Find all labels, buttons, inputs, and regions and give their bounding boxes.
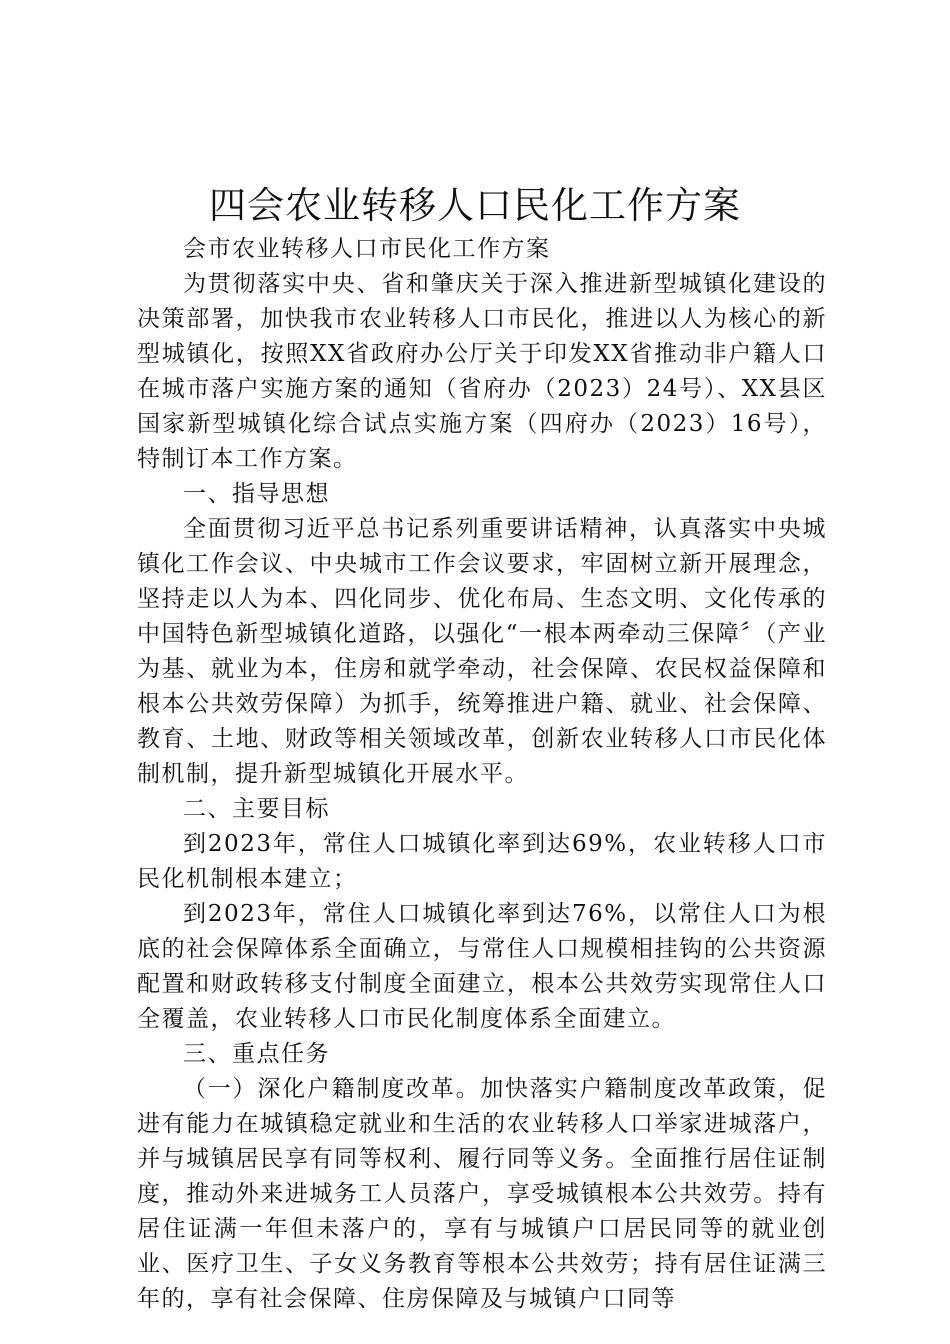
- paragraph-guiding-ideology: 全面贯彻习近平总书记系列重要讲话精神，认真落实中央城镇化工作会议、中央城市工作会议要求，牢固树立新开展理念，坚持走以人为本、四化同步、优化布局、生态文明、文化传承的中国特色新型城镇化道路，以强化“一根本两牵动三保障〞（产业为基、就业为本，住房和就学牵动，社会保障、农民权益保障和根本公共效劳保障）为抓手，统筹推进户籍、就业、社会保障、教育、土地、财政等相关领域改革，创新农业转移人口市民化体制机制，提升新型城镇化开展水平。: [137, 516, 827, 787]
- paragraph-task-1: （一）深化户籍制度改革。加快落实户籍制度改革政策，促进有能力在城镇稳定就业和生活的农业转移人口举家进城落户，并与城镇居民享有同等权利、履行同等义务。全面推行居住证制度，推动外来进城务工人员落户，享受城镇根本公共效劳。持有居住证满一年但未落户的，享有与城镇户口居民同等的就业创业、医疗卫生、子女义务教育等根本公共效劳；持有居住证满三年的，享有社会保障、住房保障及与城镇户口同等: [137, 1076, 827, 1312]
- paragraph-goal-1: 到2023年，常住人口城镇化率到达69%，农业转移人口市民化机制根本建立；: [137, 831, 827, 892]
- document-body: [137, 232, 827, 1317]
- paragraph-goal-2: 到2023年，常住人口城镇化率到达76%，以常住人口为根底的社会保障体系全面确立，与常住人口规模相挂钩的公共资源配置和财政转移支付制度全面建立，根本公共效劳实现常住人口全覆盖，农业转移人口市民化制度体系全面建立。: [137, 901, 827, 1032]
- document-title: 四会农业转移人口民化工作方案: [209, 184, 741, 227]
- paragraph-subtitle: 会市农业转移人口市民化工作方案: [183, 236, 551, 262]
- paragraph-intro: 为贯彻落实中央、省和肇庆关于深入推进新型城镇化建设的决策部署，加快我市农业转移人口市民化，推进以人为核心的新型城镇化，按照XX省政府办公厅关于印发XX省推动非户籍人口在城市落户实施方案的通知（省府办（2023）24号）、XX县区国家新型城镇化综合试点实施方案（四府办（2023）16号），特制订本工作方案。: [137, 271, 827, 472]
- section-heading-guiding-ideology: 一、指导思想: [183, 481, 330, 507]
- section-heading-main-goals: 二、主要目标: [183, 796, 330, 822]
- section-heading-key-tasks: 三、重点任务: [183, 1041, 330, 1067]
